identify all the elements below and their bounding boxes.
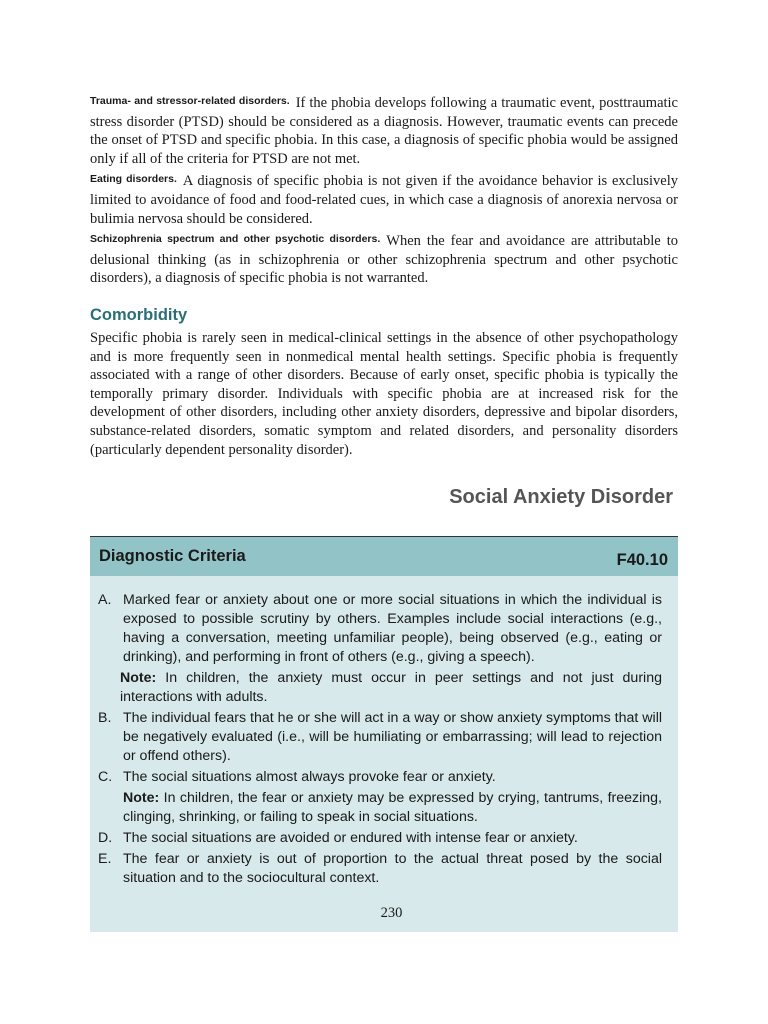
differential-paragraph-trauma <box>90 92 678 168</box>
criterion-c-note <box>123 789 662 827</box>
criterion-letter: C. <box>98 769 113 785</box>
diagnostic-criteria-box <box>90 536 678 932</box>
runin-label-trauma: Trauma- and stressor-related disorders. <box>90 95 290 107</box>
page-content <box>90 92 678 509</box>
note-label: Note: <box>120 670 157 686</box>
criterion-text: The social situations almost always provoke fear or anxiety. <box>123 769 496 785</box>
note-label: Note: <box>123 790 160 806</box>
criterion-a <box>98 591 662 667</box>
note-text: In children, the anxiety must occur in peer settings and not just during interactions with adults. <box>120 670 662 705</box>
criterion-e <box>98 850 662 888</box>
criterion-text: The social situations are avoided or endured with intense fear or anxiety. <box>123 830 578 846</box>
criterion-letter: B. <box>98 710 112 726</box>
diagnosis-code: F40.10 <box>616 551 668 569</box>
comorbidity-heading: Comorbidity <box>90 305 188 324</box>
criterion-letter: D. <box>98 830 113 846</box>
differential-paragraph-schizophrenia <box>90 230 678 288</box>
paragraph-text-trauma: If the phobia develops following a traumatic event, posttraumatic stress disorder (PTSD) should be considered as a diagnosis. However, traumatic events can precede the onset of PTSD and specific phobia. In this case, a diagnosis of specific phobia would be assigned only if all of the criteria for PTSD are not met. <box>90 95 678 167</box>
runin-label-eating: Eating disorders. <box>90 173 177 186</box>
paragraph-text-schizophrenia: When the fear and avoidance are attributable to delusional thinking (as in schizophrenia or other schizophrenia spectrum and other psychotic disorders), a diagnosis of specific phobia is not warranted. <box>90 233 678 287</box>
criterion-a-note <box>120 669 662 707</box>
paragraph-text-eating: A diagnosis of specific phobia is not given if the avoidance behavior is exclusively limited to avoidance of food and food-related cues, in which case a diagnosis of anorexia nervosa or bulimia nervosa should be considered. <box>90 173 678 227</box>
criteria-list <box>98 591 662 890</box>
runin-label-schizophrenia: Schizophrenia spectrum and other psychotic disorders. <box>90 233 381 246</box>
criterion-text: Marked fear or anxiety about one or more social situations in which the individual is exposed to possible scrutiny by others. Examples include social interactions (e.g., having a conversation, meeting unfamiliar people), being observed (e.g., eating or drinking), and performing in front of others (e.g., giving a speech). <box>123 592 662 665</box>
criterion-b <box>98 709 662 766</box>
criteria-header <box>90 537 678 576</box>
comorbidity-paragraph: Specific phobia is rarely seen in medical-clinical settings in the absence of other psychopathology and is more frequently seen in nonmedical mental health settings. Specific phobia is frequently associated with a range of other disorders. Because of early onset, specific phobia is typically the temporally primary disorder. Individuals with specific phobia are at increased risk for the development of other disorders, including other anxiety disorders, depressive and bipolar disorders, substance-related disorders, somatic symptom and related disorders, and personality disorders (particularly dependent personality disorder). <box>90 329 678 458</box>
section-title: Social Anxiety Disorder <box>449 486 673 509</box>
differential-paragraph-eating <box>90 170 678 228</box>
criterion-text: The individual fears that he or she will act in a way or show anxiety symptoms that will be negatively evaluated (i.e., will be humiliating or embarrassing; will lead to rejection or offend others). <box>123 710 662 764</box>
criterion-c <box>98 768 662 787</box>
criterion-d <box>98 829 662 848</box>
note-text: In children, the fear or anxiety may be expressed by crying, tantrums, freezing, clinging, shrinking, or failing to speak in social situations. <box>123 790 662 825</box>
criterion-text: The fear or anxiety is out of proportion to the actual threat posed by the social situation and to the sociocultural context. <box>123 851 662 886</box>
criterion-letter: A. <box>98 592 112 608</box>
criterion-letter: E. <box>98 851 112 867</box>
page-number: 230 <box>380 905 403 921</box>
criteria-title: Diagnostic Criteria <box>99 547 246 565</box>
